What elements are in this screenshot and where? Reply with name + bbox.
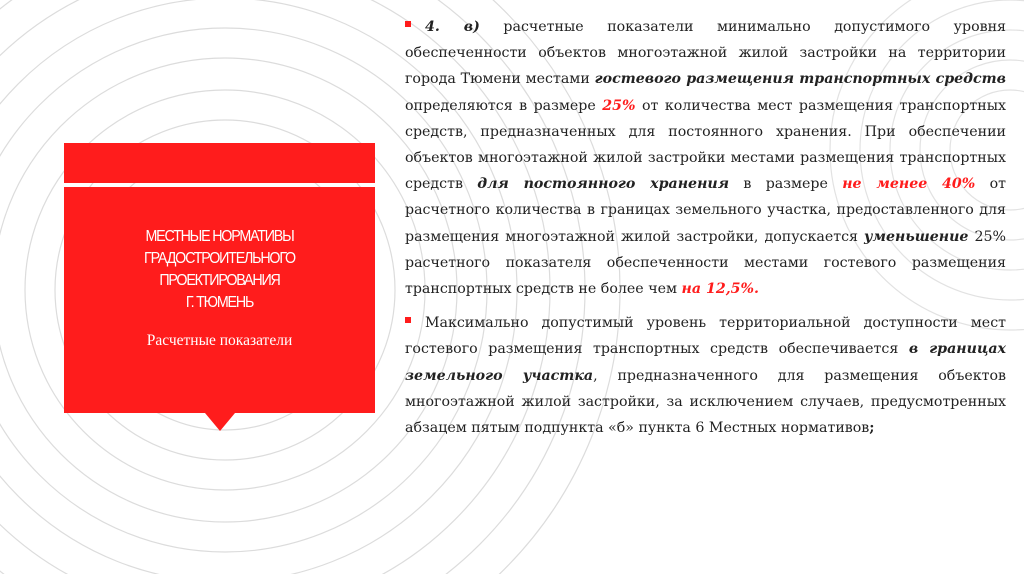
text-run: 25% расчетного показателя обеспеченности местами гостевого размещения транспортных средств не более чем <box>405 228 1007 298</box>
panel-title-line: Г. ТЮМЕНЬ <box>185 294 254 311</box>
red-header-strip <box>64 143 375 183</box>
content-text <box>405 14 1006 441</box>
panel-title-line: МЕСТНЫЕ НОРМАТИВЫ <box>145 228 294 245</box>
arrow-down-icon <box>205 413 235 431</box>
text-run: в размере <box>729 176 843 193</box>
highlight-value: не менее 40% <box>842 176 976 193</box>
emphasis-text: для постоянного хранения <box>477 176 730 193</box>
text-run: от количества мест размещения транспортных средств, предназначенных для постоянного хранения. При обеспечении объектов многоэтажной жилой застройки местами размещения транспортных средств <box>405 97 1007 193</box>
clause-number: 4. в) <box>425 19 480 35</box>
text-run: от расчетного количества в границах земельного участка, предоставленного для размещения многоэтажной жилой застройки, допускается <box>405 176 1006 245</box>
title-panel <box>64 187 375 413</box>
square-bullet-icon <box>405 21 411 27</box>
highlight-value: 25% <box>602 97 636 114</box>
emphasis-text: гостевого размещения транспортных средств <box>594 71 1006 88</box>
emphasis-text: уменьшение <box>864 228 969 245</box>
text-run: ; <box>869 420 875 437</box>
panel-title <box>76 226 362 314</box>
text-run: расчетные показатели минимально допустимого уровня обеспеченности объектов многоэтажной жилой застройки на территории города Тюмени местами <box>405 19 1007 88</box>
highlight-value: на 12,5%. <box>681 281 759 298</box>
text-run: Максимально допустимый уровень территориальной доступности мест гостевого размещения транспортных средств обеспечивается <box>405 315 1006 358</box>
paragraph-second <box>405 310 1006 441</box>
text-run: определяются в размере <box>405 97 603 114</box>
panel-title-line: ГРАДОСТРОИТЕЛЬНОГО <box>144 250 295 267</box>
text-run: , предназначенного для размещения объектов многоэтажной жилой застройки, за исключением случаев, предусмотренных абзацем пятым подпункта «б» пункта 6 Местных нормативов <box>405 367 1006 437</box>
square-bullet-icon <box>405 317 411 323</box>
panel-title-line: ПРОЕКТИРОВАНИЯ <box>159 272 280 289</box>
paragraph-first <box>405 14 1006 302</box>
panel-subtitle: Расчетные показатели <box>146 332 293 349</box>
emphasis-text: в границах земельного участка <box>405 341 1006 384</box>
